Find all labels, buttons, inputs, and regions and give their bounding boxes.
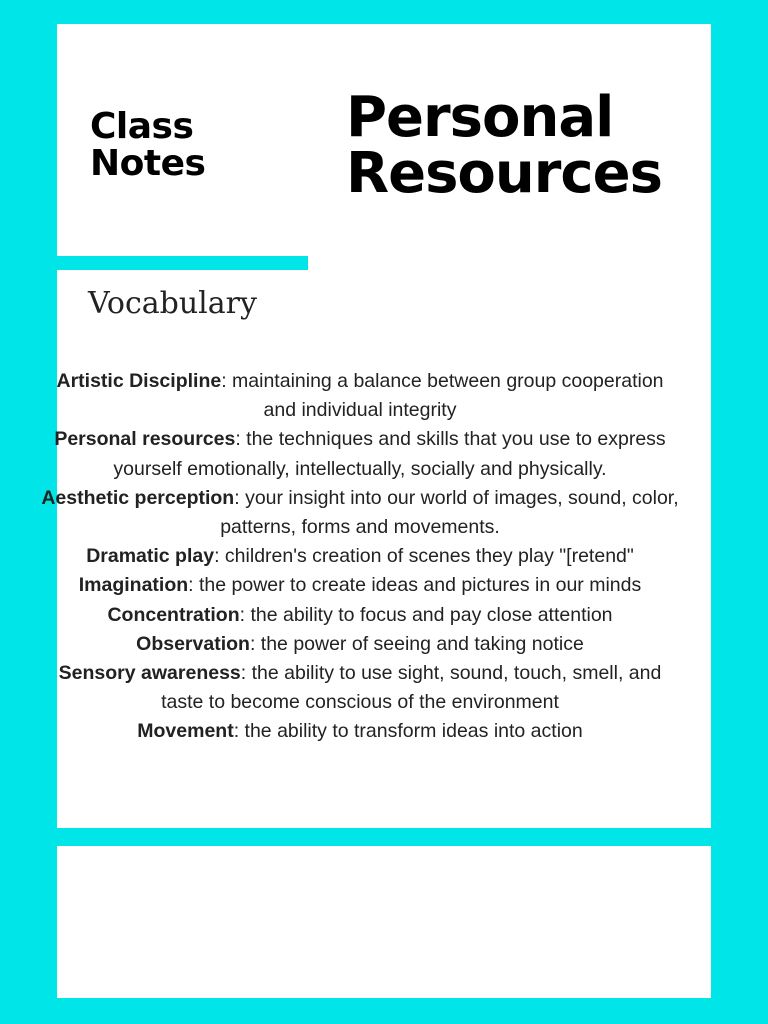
vocab-term: Concentration	[107, 603, 240, 626]
vocab-entry	[40, 542, 680, 571]
footer-panel	[57, 846, 711, 998]
vocab-entry	[40, 367, 680, 425]
vocab-definition: : the ability to focus and pay close attention	[239, 603, 613, 626]
section-heading: Vocabulary	[88, 286, 257, 321]
vocab-term: Observation	[136, 632, 250, 655]
vocab-definition: : the power to create ideas and pictures in our minds	[188, 574, 642, 597]
vocab-term: Aesthetic perception	[41, 486, 235, 509]
vocab-entry	[40, 601, 680, 630]
vocab-term: Artistic Discipline	[56, 370, 222, 392]
vocab-entry	[40, 484, 680, 542]
vocab-entry	[40, 571, 680, 600]
vocab-entry	[40, 717, 680, 746]
vocab-definition: : the ability to transform ideas into action	[233, 720, 583, 743]
vocab-entry	[40, 630, 680, 659]
vocab-entry	[40, 659, 680, 717]
class-notes-line2: Notes	[90, 143, 206, 184]
vocab-term: Personal resources	[54, 428, 236, 451]
vocab-definition: : children's creation of scenes they play "[retend"	[214, 545, 634, 568]
vocabulary-list	[40, 367, 680, 747]
title-line2: Resources	[346, 141, 662, 206]
vocab-definition: : the techniques and skills that you use to express yourself emotionally, intellectually, socially and physically.	[113, 428, 666, 480]
class-notes-label	[90, 108, 205, 182]
vocab-term: Dramatic play	[86, 545, 215, 568]
vocab-definition: : your insight into our world of images, sound, color, patterns, forms and movements.	[220, 486, 679, 539]
vocab-term: Movement	[137, 720, 234, 743]
page-title	[346, 85, 662, 206]
class-notes-line1: Class	[90, 106, 194, 147]
vocab-definition: : the ability to use sight, sound, touch, smell, and taste to become conscious of the environment	[161, 662, 662, 714]
vocab-term: Imagination	[78, 574, 189, 597]
vocab-definition: : maintaining a balance between group cooperation and individual integrity	[221, 370, 664, 422]
vocab-definition: : the power of seeing and taking notice	[249, 632, 584, 655]
title-line1: Personal	[346, 85, 614, 150]
vocab-entry	[40, 425, 680, 483]
vocab-term: Sensory awareness	[58, 662, 241, 685]
